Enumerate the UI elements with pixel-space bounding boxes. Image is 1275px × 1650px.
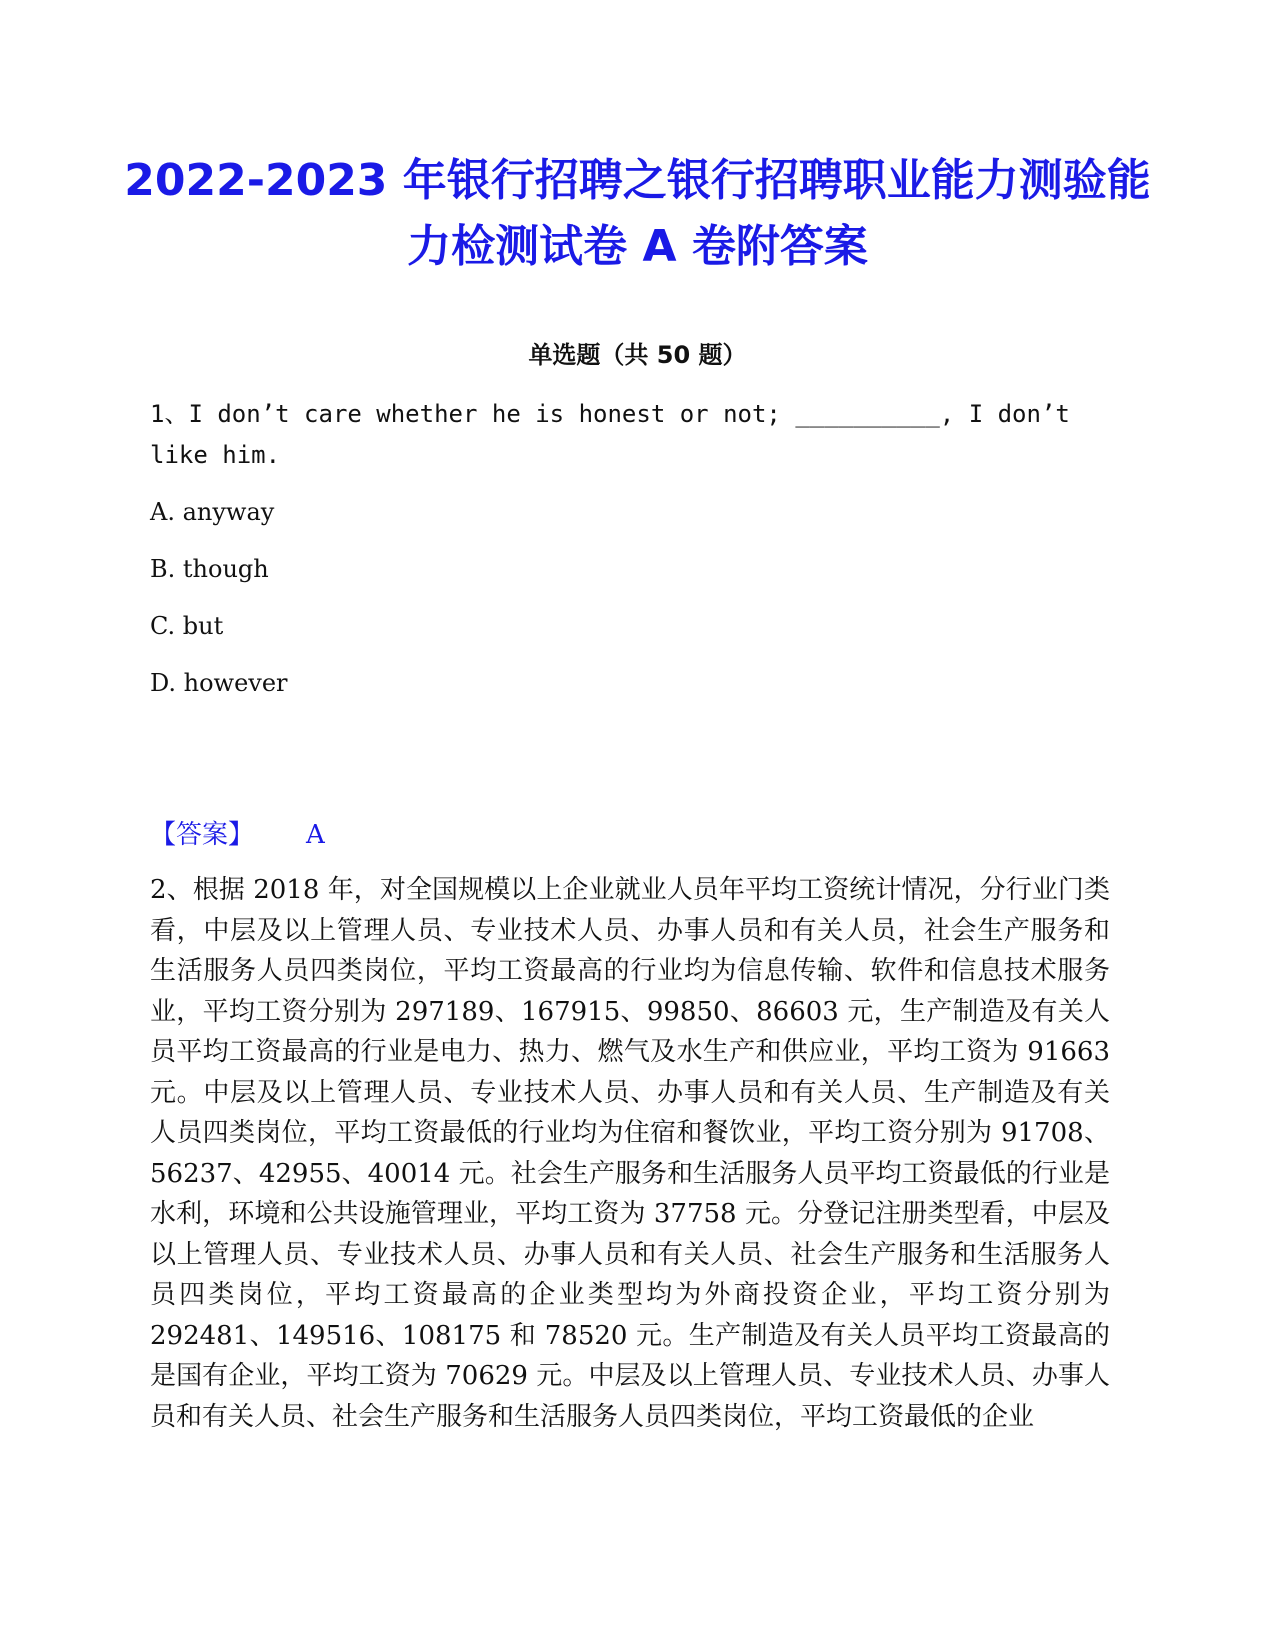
section-heading: 单选题（共 50 题） [528, 341, 747, 369]
question-1-option-a: A. anyway [150, 498, 275, 526]
question-1-option-b: B. though [150, 555, 269, 583]
question-1-option-d: D. however [150, 669, 288, 697]
question-2-text: 2、根据 2018 年，对全国规模以上企业就业人员年平均工资统计情况，分行业门类看，中层及以上管理人员、专业技术人员、办事人员和有关人员，社会生产服务和生活服务人员四类岗位，平均工资最高的行业均为信息传输、软件和信息技术服务业，平均工资分别为 297189、167915、99850、86603 元，生产制造及有关人员平均工资最高的行业是电力、热力、燃气及水生产和供应业，平均工资为 91663 元。中层及以上管理人员、专业技术人员、办事人员和有关人员、生产制造及有关人员四类岗位，平均工资最低的行业均为住宿和餐饮业，平均工资分别为 91708、56237、42955、40014 元。社会生产服务和生活服务人员平均工资最低的行业是水利，环境和公共设施管理业，平均工资为 37758 元。分登记注册类型看，中层及以上管理人员、专业技术人员、办事人员和有关人员、社会生产服务和生活服务人员四类岗位，平均工资最高的企业类型均为外商投资企业，平均工资分别为 292481、149516、108175 和 78520 元。生产制造及有关人员平均工资最高的是国有企业，平均工资为 70629 元。中层及以上管理人员、专业技术人员、办事人员和有关人员、社会生产服务和生活服务人员四类岗位，平均工资最低的企业 [150, 875, 1110, 1432]
answer-value: A [306, 820, 325, 850]
document-title: 2022-2023 年银行招聘之银行招聘职业能力测验能力检测试卷 A 卷附答案 [124, 155, 1151, 272]
answer-label: 【答案】 [150, 820, 255, 850]
question-1-option-c: C. but [150, 612, 224, 640]
question-1-answer [150, 818, 325, 852]
question-1-stem: 1、I don’t care whether he is honest or not; __________, I don’t like him. [150, 400, 1085, 469]
